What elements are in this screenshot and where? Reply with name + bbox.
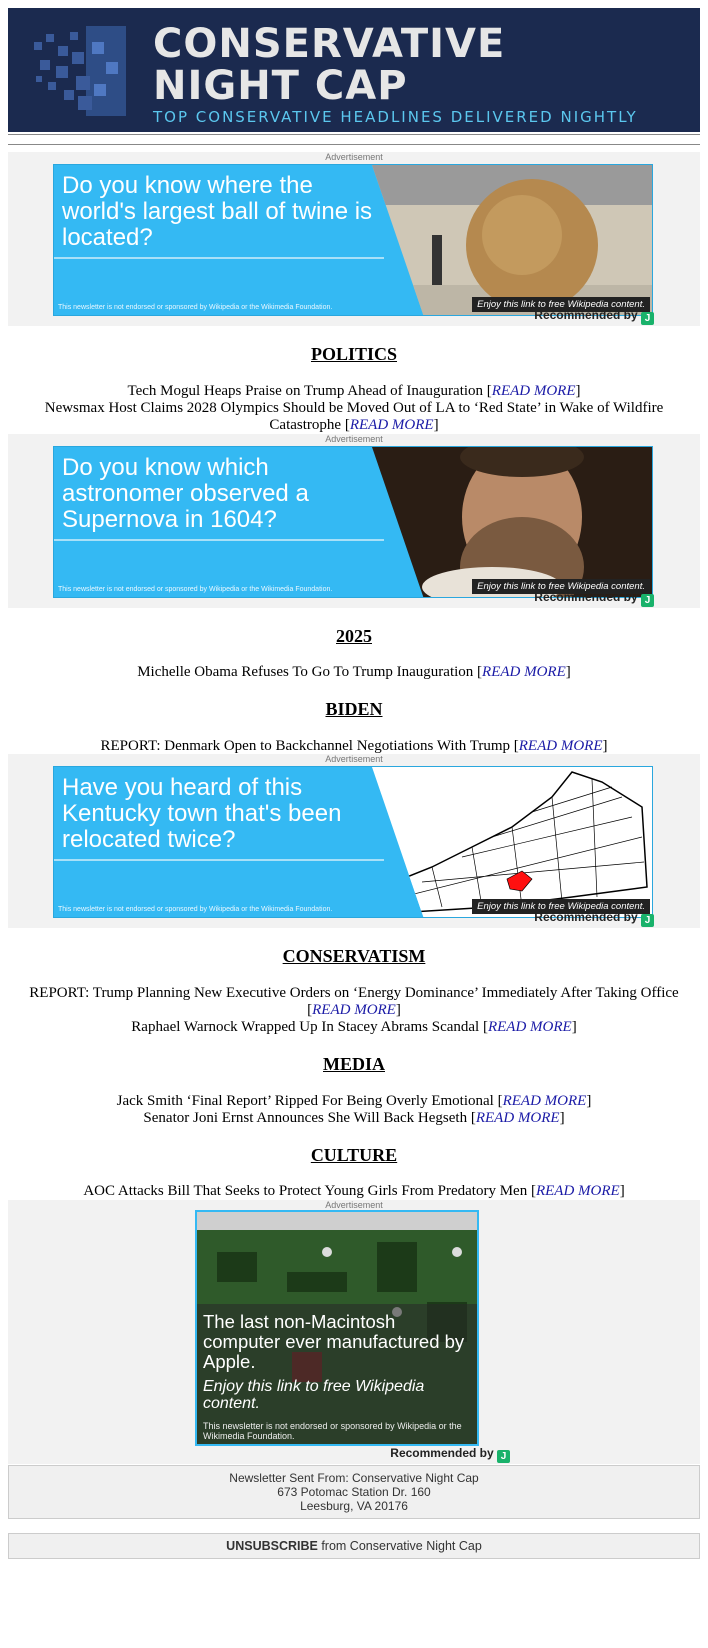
headline-text: REPORT: Trump Planning New Executive Orders on ‘Energy Dominance’ Immediately After Taking Office	[29, 985, 679, 1001]
read-more-link[interactable]: READ MORE	[312, 1002, 396, 1018]
ad-enjoy-caption: Enjoy this link to free Wikipedia content.	[472, 579, 650, 594]
ad-disclaimer: This newsletter is not endorsed or sponsored by Wikipedia or the Wikimedia Foundation.	[58, 586, 333, 593]
header-tagline: TOP CONSERVATIVE HEADLINES DELIVERED NIGHTLY	[153, 108, 638, 126]
ad-label: Advertisement	[325, 434, 383, 444]
recommended-by-label: Recommended by	[390, 1446, 494, 1460]
section-conservatism	[8, 946, 700, 967]
jeeng-logo-icon: J	[641, 914, 654, 927]
recommended-by[interactable]	[534, 910, 654, 927]
read-more-link[interactable]: READ MORE	[475, 1110, 560, 1126]
section-title: MEDIA	[323, 1054, 385, 1074]
footer-street: 673 Potomac Station Dr. 160	[277, 1485, 431, 1499]
headline-text: REPORT: Denmark Open to Backchannel Negotiations With Trump	[100, 738, 511, 754]
unsubscribe-bar	[8, 1533, 700, 1559]
recommended-by[interactable]	[534, 590, 654, 607]
ad-underline	[54, 539, 384, 541]
headline: Tech Mogul Heaps Praise on Trump Ahead of Inauguration [READ MORE]	[127, 383, 581, 399]
header-title-line2: NIGHT CAP	[153, 63, 408, 109]
headline: Michelle Obama Refuses To Go To Trump Inauguration [READ MORE]	[137, 664, 571, 680]
headline-text: AOC Attacks Bill That Seeks to Protect Young Girls From Predatory Men	[83, 1183, 528, 1199]
ad-label: Advertisement	[325, 152, 383, 162]
headline: REPORT: Denmark Open to Backchannel Negotiations With Trump [READ MORE]	[100, 738, 608, 754]
recommended-by[interactable]	[390, 1446, 510, 1463]
ad-banner-astronomer[interactable]	[53, 446, 653, 598]
section-title: CULTURE	[310, 1145, 398, 1165]
read-more-link[interactable]: READ MORE	[482, 664, 566, 680]
recommended-by-label: Recommended by	[534, 590, 638, 604]
section-title: POLITICS	[310, 344, 398, 364]
astronomer-portrait-image	[372, 447, 652, 598]
section-biden	[8, 699, 700, 720]
ad-block-twine	[8, 152, 700, 326]
unsubscribe-text: from Conservative Night Cap	[317, 1539, 482, 1553]
read-more-link[interactable]: READ MORE	[487, 1019, 572, 1035]
recommended-by-label: Recommended by	[534, 910, 638, 924]
read-more-link[interactable]: READ MORE	[491, 383, 576, 399]
ad-question: Have you heard of this Kentucky town that's been relocated twice?	[62, 774, 342, 853]
header-title-line1: CONSERVATIVE	[153, 21, 506, 67]
ad-block-apple	[8, 1200, 700, 1464]
recommended-by[interactable]	[534, 308, 654, 325]
headline-text: Senator Joni Ernst Announces She Will Back Hegseth	[143, 1110, 468, 1126]
read-more-link[interactable]: READ MORE	[518, 738, 603, 754]
footer-city: Leesburg, VA 20176	[300, 1499, 408, 1513]
jeeng-logo-icon: J	[641, 312, 654, 325]
unsubscribe-link[interactable]: UNSUBSCRIBE	[226, 1539, 318, 1553]
ad-banner-apple[interactable]	[195, 1210, 479, 1446]
ad-question: Do you know which astronomer observed a Supernova in 1604?	[62, 454, 309, 533]
section-title: BIDEN	[325, 699, 383, 719]
ad-enjoy-caption: Enjoy this link to free Wikipedia content.	[203, 1378, 425, 1412]
section-media	[8, 1054, 700, 1075]
ad-disclaimer: This newsletter is not endorsed or sponsored by Wikipedia or the Wikimedia Foundation.	[58, 304, 333, 311]
headline-text: Newsmax Host Claims 2028 Olympics Should be Moved Out of LA to ‘Red State’ in Wake of Wildfire Catastrophe	[44, 400, 664, 433]
ad-enjoy-caption: Enjoy this link to free Wikipedia content.	[472, 899, 650, 914]
headline: REPORT: Trump Planning New Executive Orders on ‘Energy Dominance’ Immediately After Taking Office [READ MORE]	[29, 985, 679, 1018]
footer-address	[8, 1465, 700, 1519]
headline-text: Michelle Obama Refuses To Go To Trump Inauguration	[137, 664, 474, 680]
section-politics	[8, 344, 700, 365]
ad-question: The last non-Macintosh computer ever manufactured by Apple.	[203, 1311, 465, 1372]
headline-text: Tech Mogul Heaps Praise on Trump Ahead of Inauguration	[127, 383, 484, 399]
ad-disclaimer: This newsletter is not endorsed or sponsored by Wikipedia or the Wikimedia Foundation.	[203, 1421, 462, 1441]
footer-sender: Newsletter Sent From: Conservative Night Cap	[229, 1471, 479, 1485]
headline-text: Raphael Warnock Wrapped Up In Stacey Abrams Scandal	[131, 1019, 480, 1035]
divider	[8, 144, 700, 145]
ad-block-astronomer	[8, 434, 700, 608]
headline: Newsmax Host Claims 2028 Olympics Should be Moved Out of LA to ‘Red State’ in Wake of Wildfire Catastrophe [READ MORE]	[44, 400, 664, 433]
ad-underline	[54, 859, 384, 861]
headline: Senator Joni Ernst Announces She Will Back Hegseth [READ MORE]	[143, 1110, 565, 1126]
headline: Jack Smith ‘Final Report’ Ripped For Being Overly Emotional [READ MORE]	[116, 1093, 592, 1109]
headline-text: Jack Smith ‘Final Report’ Ripped For Being Overly Emotional	[116, 1093, 494, 1109]
newsletter-header	[8, 8, 700, 132]
ad-label: Advertisement	[325, 754, 383, 764]
read-more-link[interactable]: READ MORE	[502, 1093, 587, 1109]
section-culture	[8, 1145, 700, 1166]
ad-banner-twine[interactable]	[53, 164, 653, 316]
divider	[8, 134, 700, 135]
ad-disclaimer: This newsletter is not endorsed or sponsored by Wikipedia or the Wikimedia Foundation.	[58, 906, 333, 913]
pixel-logo-icon	[26, 22, 136, 122]
headline: Raphael Warnock Wrapped Up In Stacey Abrams Scandal [READ MORE]	[131, 1019, 577, 1035]
ad-underline	[54, 257, 384, 259]
ad-question: Do you know where the world's largest ball of twine is located?	[62, 172, 373, 251]
headline: AOC Attacks Bill That Seeks to Protect Young Girls From Predatory Men [READ MORE]	[83, 1183, 625, 1199]
kentucky-map-image	[372, 767, 652, 918]
ad-enjoy-caption: Enjoy this link to free Wikipedia content.	[472, 297, 650, 312]
read-more-link[interactable]: READ MORE	[535, 1183, 620, 1199]
ad-block-kentucky	[8, 754, 700, 928]
section-title: 2025	[336, 626, 372, 646]
section-title: CONSERVATISM	[282, 946, 426, 966]
read-more-link[interactable]: READ MORE	[349, 417, 434, 433]
jeeng-logo-icon: J	[641, 594, 654, 607]
ad-banner-kentucky[interactable]	[53, 766, 653, 918]
section-2025	[8, 626, 700, 647]
ad-label: Advertisement	[325, 1200, 383, 1210]
recommended-by-label: Recommended by	[534, 308, 638, 322]
ball-of-twine-image	[372, 165, 652, 316]
jeeng-logo-icon: J	[497, 1450, 510, 1463]
